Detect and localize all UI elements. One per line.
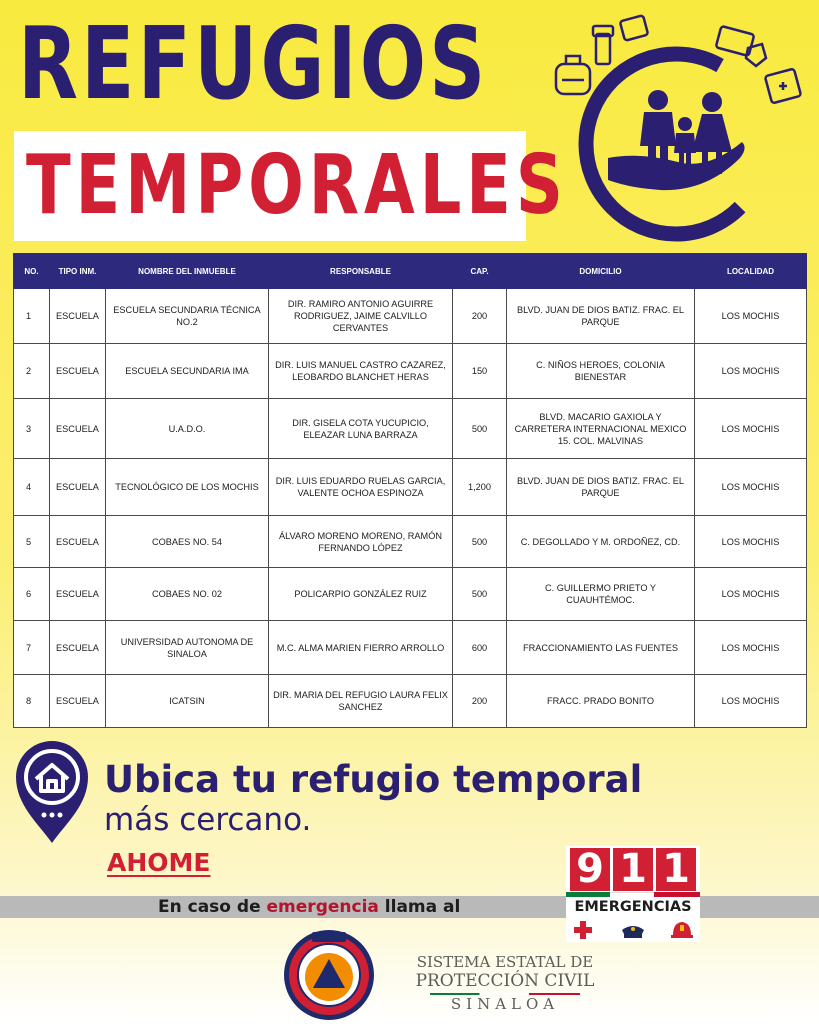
digit-1: 1 [656,848,696,891]
cell-responsible: M.C. ALMA MARIEN FIERRO ARROLLO [269,621,453,675]
map-pin-icon [14,739,90,845]
cell-capacity: 500 [453,399,507,459]
cell-responsible: ÁLVARO MORENO MORENO, RAMÓN FERNANDO LÓPEZ [269,516,453,568]
title-line-1: REFUGIOS [18,5,489,122]
cell-no: 6 [14,568,50,621]
table-row [14,344,807,399]
slogan-line-2: más cercano. [104,802,312,838]
table-row [14,459,807,516]
cell-type: ESCUELA [50,621,106,675]
cell-responsible: DIR. MARIA DEL REFUGIO LAURA FELIX SANCHEZ [269,675,453,728]
cell-capacity: 1,200 [453,459,507,516]
cell-type: ESCUELA [50,516,106,568]
cell-name: UNIVERSIDAD AUTONOMA DE SINALOA [106,621,269,675]
cell-address: C. GUILLERMO PRIETO Y CUAUHTÉMOC. [507,568,695,621]
table-row [14,675,807,728]
cell-responsible: DIR. GISELA COTA YUCUPICIO, ELEAZAR LUNA BARRAZA [269,399,453,459]
cell-address: FRACC. PRADO BONITO [507,675,695,728]
digit-9: 9 [570,848,610,891]
digit-1: 1 [613,848,653,891]
flag-stripe-red [654,892,700,897]
cell-responsible: POLICARPIO GONZÁLEZ RUIZ [269,568,453,621]
cell-address: BLVD. JUAN DE DIOS BATIZ. FRAC. EL PARQUE [507,459,695,516]
title-line-2: TEMPORALES [26,138,568,233]
cell-capacity: 500 [453,568,507,621]
table-row [14,516,807,568]
system-line-2: PROTECCIÓN CIVIL [415,971,595,991]
cell-locality: LOS MOCHIS [695,344,807,399]
emergency-suffix: llama al [378,897,461,917]
cell-capacity: 500 [453,516,507,568]
cell-responsible: DIR. LUIS MANUEL CASTRO CAZAREZ, LEOBARDO BLANCHET HERAS [269,344,453,399]
emergency-highlight: emergencia [266,897,379,917]
header-no: NO. [14,254,50,289]
cell-locality: LOS MOCHIS [695,459,807,516]
cell-address: FRACCIONAMIENTO LAS FUENTES [507,621,695,675]
cell-address: BLVD. MACARIO GAXIOLA Y CARRETERA INTERNACIONAL MEXICO 15. COL. MALVINAS [507,399,695,459]
header-responsible: RESPONSABLE [269,254,453,289]
cell-no: 7 [14,621,50,675]
cell-name: ICATSIN [106,675,269,728]
table-header-row [14,254,807,289]
table-row [14,399,807,459]
city-name: AHOME [107,848,211,877]
system-line-3: SINALOA [450,995,560,1013]
cell-address: BLVD. JUAN DE DIOS BATIZ. FRAC. EL PARQUE [507,289,695,344]
header-address: DOMICILIO [507,254,695,289]
cell-locality: LOS MOCHIS [695,516,807,568]
cell-address: C. DEGOLLADO Y M. ORDOÑEZ, CD. [507,516,695,568]
cell-type: ESCUELA [50,675,106,728]
red-cross-icon [572,919,594,941]
table-row [14,289,807,344]
flag-stripe-white [610,892,654,897]
table-row [14,621,807,675]
cell-name: TECNOLÓGICO DE LOS MOCHIS [106,459,269,516]
emergency-call-text [158,893,460,921]
proteccion-civil-seal-logo [282,928,376,1022]
cell-locality: LOS MOCHIS [695,621,807,675]
cell-no: 8 [14,675,50,728]
cell-capacity: 200 [453,675,507,728]
cell-type: ESCUELA [50,459,106,516]
cell-locality: LOS MOCHIS [695,568,807,621]
cell-responsible: DIR. RAMIRO ANTONIO AGUIRRE RODRIGUEZ, JAIME CALVILLO CERVANTES [269,289,453,344]
shelters-table [13,253,807,728]
emergency-prefix: En caso de [158,897,267,917]
cell-type: ESCUELA [50,568,106,621]
cell-capacity: 600 [453,621,507,675]
badge-911 [566,846,700,942]
header-name: NOMBRE DEL INMUEBLE [106,254,269,289]
cell-locality: LOS MOCHIS [695,399,807,459]
cell-address: C. NIÑOS HEROES, COLONIA BIENESTAR [507,344,695,399]
cell-no: 5 [14,516,50,568]
header-type: TIPO INM. [50,254,106,289]
slogan-line-1: Ubica tu refugio temporal [104,758,643,801]
cell-name: ESCUELA SECUNDARIA TÉCNICA NO.2 [106,289,269,344]
family-in-hand-icon [548,6,808,246]
flashlight-icon [593,26,613,64]
flag-stripe-green [566,892,610,897]
cell-responsible: DIR. LUIS EDUARDO RUELAS GARCIA, VALENTE OCHOA ESPINOZA [269,459,453,516]
cell-no: 4 [14,459,50,516]
cell-capacity: 200 [453,289,507,344]
table-row [14,568,807,621]
backpack-icon [556,56,590,94]
fire-helmet-icon [670,919,694,941]
header-capacity: CAP. [453,254,507,289]
cell-no: 3 [14,399,50,459]
cell-type: ESCUELA [50,344,106,399]
system-line-1: SISTEMA ESTATAL DE [416,953,594,971]
header-locality: LOCALIDAD [695,254,807,289]
cell-name: U.A.D.O. [106,399,269,459]
cell-name: COBAES NO. 54 [106,516,269,568]
cell-name: ESCUELA SECUNDARIA IMA [106,344,269,399]
emergencias-label: EMERGENCIAS [574,899,692,915]
cell-name: COBAES NO. 02 [106,568,269,621]
cell-type: ESCUELA [50,399,106,459]
cell-locality: LOS MOCHIS [695,675,807,728]
cell-capacity: 150 [453,344,507,399]
cell-no: 1 [14,289,50,344]
cell-locality: LOS MOCHIS [695,289,807,344]
police-cap-icon [620,922,646,940]
cell-no: 2 [14,344,50,399]
cell-type: ESCUELA [50,289,106,344]
